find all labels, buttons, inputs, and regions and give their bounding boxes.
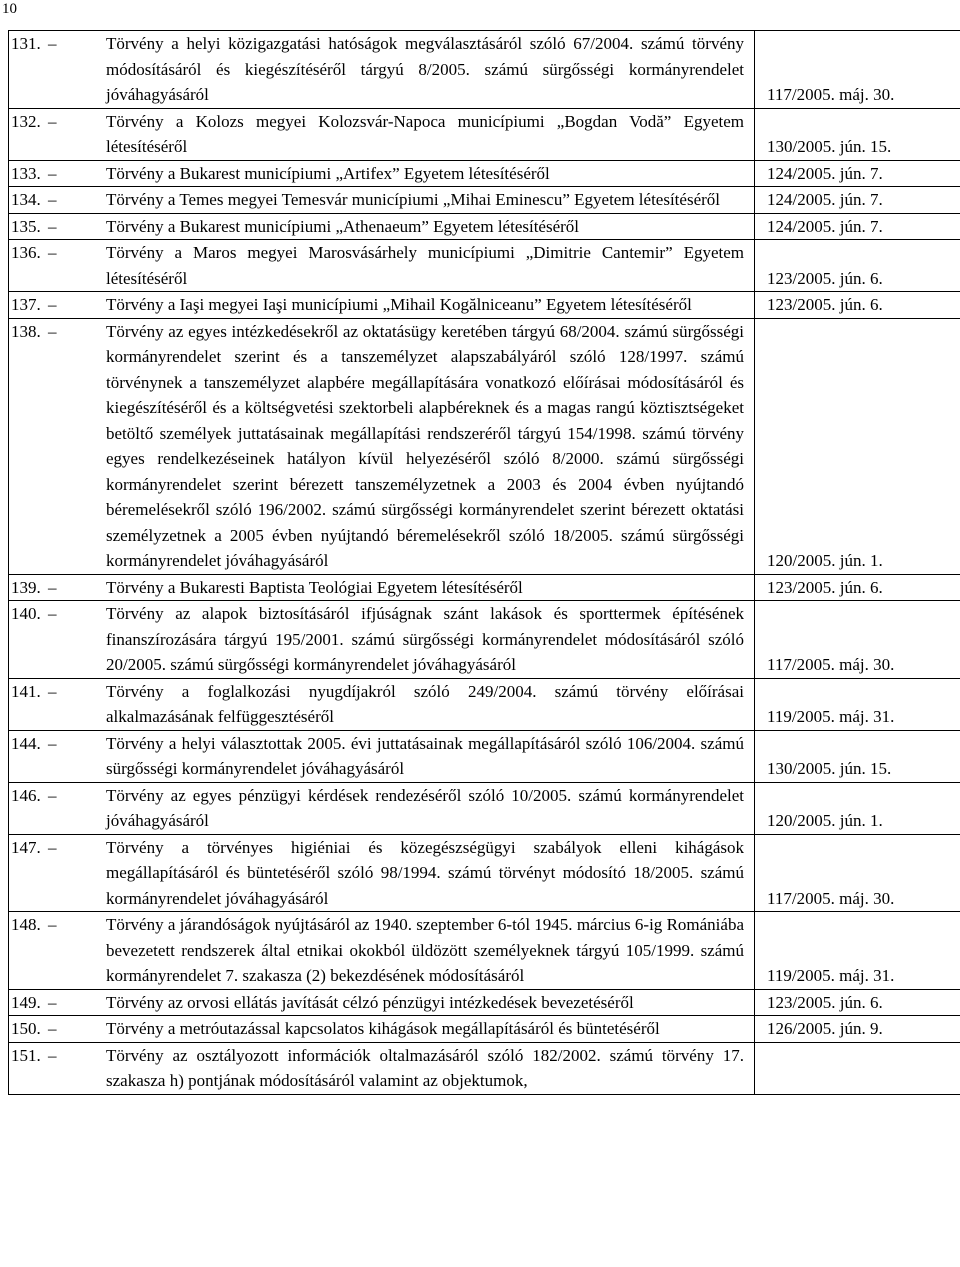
gazette-reference: 120/2005. jún. 1. <box>755 318 960 574</box>
gazette-reference: 117/2005. máj. 30. <box>755 31 960 109</box>
law-row <box>9 574 960 601</box>
dash-separator: – <box>48 321 57 341</box>
gazette-reference: 126/2005. jún. 9. <box>755 1016 960 1043</box>
gazette-reference: 123/2005. jún. 6. <box>755 574 960 601</box>
law-number: 135. <box>11 216 41 236</box>
dash-separator: – <box>48 604 57 623</box>
law-row <box>9 1042 960 1094</box>
dash-separator: – <box>48 681 57 701</box>
law-title-cell <box>9 989 755 1016</box>
dash-separator: – <box>48 1019 57 1038</box>
law-title-cell <box>9 912 755 990</box>
dash-separator: – <box>48 216 57 236</box>
law-title-cell <box>9 730 755 782</box>
law-entry <box>9 240 754 291</box>
law-title: Törvény az osztályozott információk oltalmazásáról szóló 182/2002. számú törvény 17. szakasza h) pontjának módosításáról valamint az objektumok, <box>106 1045 744 1090</box>
dash-separator: – <box>48 733 57 753</box>
law-title-cell <box>9 31 755 109</box>
law-number: 134. <box>11 190 41 209</box>
law-entry <box>9 912 754 989</box>
law-number: 140. <box>11 604 41 623</box>
law-row <box>9 601 960 679</box>
law-entry <box>9 1016 754 1042</box>
law-row <box>9 187 960 214</box>
law-row <box>9 318 960 574</box>
law-title: Törvény a Maros megyei Marosvásárhely municípiumi „Dimitrie Cantemir” Egyetem létesítéséről <box>106 243 744 288</box>
law-title: Törvény a Temes megyei Temesvár municípiumi „Mihai Eminescu” Egyetem létesítéséről <box>106 190 721 209</box>
law-row <box>9 292 960 319</box>
law-row <box>9 213 960 240</box>
law-title-cell <box>9 1016 755 1043</box>
law-number: 133. <box>11 163 41 183</box>
law-number: 144. <box>11 733 41 753</box>
gazette-reference: 123/2005. jún. 6. <box>755 989 960 1016</box>
law-row <box>9 782 960 834</box>
law-title-cell <box>9 782 755 834</box>
law-list-table <box>8 30 960 1095</box>
law-title-cell <box>9 1042 755 1094</box>
law-entry <box>9 319 754 574</box>
gazette-reference: 123/2005. jún. 6. <box>755 292 960 319</box>
law-title: Törvény a metróutazással kapcsolatos kihágások megállapításáról és büntetéséről <box>106 1019 660 1038</box>
gazette-reference: 124/2005. jún. 7. <box>755 213 960 240</box>
law-title-cell <box>9 834 755 912</box>
dash-separator: – <box>48 295 57 314</box>
dash-separator: – <box>48 163 57 183</box>
law-title: Törvény a helyi közigazgatási hatóságok megválasztásáról szóló 67/2004. számú törvény módosításáról és kiegészítéséről tárgyú 8/2005. számú sürgősségi kormányrendelet jóváhagyásáról <box>106 34 744 104</box>
dash-separator: – <box>48 992 57 1012</box>
law-number: 147. <box>11 837 41 857</box>
law-entry <box>9 292 754 318</box>
gazette-reference: 119/2005. máj. 31. <box>755 912 960 990</box>
gazette-reference: 120/2005. jún. 1. <box>755 782 960 834</box>
law-number: 148. <box>11 915 41 934</box>
law-title-cell <box>9 213 755 240</box>
dash-separator: – <box>48 915 57 934</box>
law-number: 136. <box>11 243 41 262</box>
gazette-reference: 130/2005. jún. 15. <box>755 108 960 160</box>
law-number: 146. <box>11 785 41 805</box>
law-row <box>9 1016 960 1043</box>
law-title-cell <box>9 678 755 730</box>
law-entry <box>9 601 754 678</box>
law-title: Törvény a Bukarest municípiumi „Artifex” Egyetem létesítéséről <box>106 163 550 183</box>
law-row <box>9 108 960 160</box>
law-title: Törvény a helyi választottak 2005. évi juttatásainak megállapításáról szóló 106/2004. számú sürgősségi kormányrendelet jóváhagyásáról <box>106 733 744 778</box>
law-title: Törvény a Bukarest municípiumi „Athenaeum” Egyetem létesítéséről <box>106 216 580 236</box>
law-title-cell <box>9 318 755 574</box>
law-title: Törvény a Kolozs megyei Kolozsvár-Napoca municípiumi „Bogdan Vodă” Egyetem létesítéséről <box>106 111 744 156</box>
law-title: Törvény a törvényes higiéniai és közegészségügyi szabályok elleni kihágások megállapításáról és büntetéséről szóló 98/1994. számú törvényt módosító 18/2005. számú kormányrendelet jóváhagyásáról <box>106 837 744 908</box>
gazette-reference: 117/2005. máj. 30. <box>755 601 960 679</box>
law-entry <box>9 214 754 240</box>
dash-separator: – <box>48 111 57 131</box>
law-entry <box>9 731 754 782</box>
law-number: 138. <box>11 321 41 341</box>
law-row <box>9 678 960 730</box>
law-entry <box>9 835 754 912</box>
gazette-reference: 119/2005. máj. 31. <box>755 678 960 730</box>
law-number: 137. <box>11 295 41 314</box>
law-title-cell <box>9 574 755 601</box>
law-title: Törvény az alapok biztosításáról ifjúságnak szánt lakások és sporttermek építésének finanszírozására tárgyú 195/2001. számú sürgősségi kormányrendelet módosításáról szóló 20/2005. számú sürgősségi kormányrendelet jóváhagyásáról <box>106 604 744 674</box>
gazette-reference <box>755 1042 960 1094</box>
dash-separator: – <box>48 785 57 805</box>
law-number: 139. <box>11 577 41 597</box>
law-title-cell <box>9 160 755 187</box>
law-entry <box>9 990 754 1016</box>
law-entry <box>9 109 754 160</box>
dash-separator: – <box>48 837 57 857</box>
law-entry <box>9 575 754 601</box>
law-row <box>9 912 960 990</box>
law-title-cell <box>9 601 755 679</box>
law-entry <box>9 783 754 834</box>
dash-separator: – <box>48 34 57 53</box>
law-row <box>9 31 960 109</box>
law-entry <box>9 161 754 187</box>
gazette-reference: 124/2005. jún. 7. <box>755 187 960 214</box>
law-title-cell <box>9 187 755 214</box>
page-number: 10 <box>2 1 17 17</box>
dash-separator: – <box>48 190 57 209</box>
law-row <box>9 240 960 292</box>
law-number: 151. <box>11 1045 41 1065</box>
law-title: Törvény az egyes intézkedésekről az oktatásügy keretében tárgyú 68/2004. számú sürgősségi kormányrendelet szerint és a tanszemélyzet alapszabályáról szóló 128/1997. számú törvénynek a tanszemélyzet alapbére megállapítására vonatkozó előírásai módosításáról és kiegészítéséről és a költségvetési szektorbeli alapbéreknek és a magas rangú köztisztségeket betöltő személyek juttatásainak megállapítási rendszeréről tárgyú 154/1998. számú törvény egyes rendelkezéseinek hatályon kívül helyezéséről szóló 8/2000. számú sürgősségi kormányrendelet szerint bérezett tanszemélyzetnek a 2003 és 2004 évben nyújtandó béremelésekről szóló 196/2002. számú sürgősségi kormányrendelet szerint bérezett oktatási személyzetnek a 2005 évben nyújtandó béremelésekről szóló 18/2005. számú sürgősségi kormányrendelet jóváhagyásáról <box>106 321 744 570</box>
law-entry <box>9 679 754 730</box>
law-number: 131. <box>11 34 41 53</box>
law-title-cell <box>9 240 755 292</box>
law-number: 141. <box>11 681 41 701</box>
law-title: Törvény az egyes pénzügyi kérdések rendezéséről szóló 10/2005. számú kormányrendelet jóváhagyásáról <box>106 785 744 830</box>
law-title: Törvény a Bukaresti Baptista Teológiai Egyetem létesítéséről <box>106 577 523 597</box>
law-row <box>9 160 960 187</box>
law-title: Törvény a járandóságok nyújtásáról az 1940. szeptember 6-tól 1945. március 6-ig Romániába bevezetett rendszerek által etnikai okokból üldözött személyeknek tárgyú 105/1999. számú kormányrendelet 7. szakasza (2) bekezdésének módosításáról <box>106 915 744 985</box>
dash-separator: – <box>48 1045 57 1065</box>
dash-separator: – <box>48 243 57 262</box>
law-number: 132. <box>11 111 41 131</box>
law-row <box>9 730 960 782</box>
law-title-cell <box>9 108 755 160</box>
law-entry <box>9 1043 754 1094</box>
law-title: Törvény a foglalkozási nyugdíjakról szóló 249/2004. számú törvény előírásai alkalmazásának felfüggesztéséről <box>106 681 744 726</box>
law-number: 149. <box>11 992 41 1012</box>
law-title: Törvény az orvosi ellátás javítását célzó pénzügyi intézkedések bevezetéséről <box>106 992 634 1012</box>
law-title-cell <box>9 292 755 319</box>
law-number: 150. <box>11 1019 41 1038</box>
law-entry <box>9 187 754 213</box>
gazette-reference: 130/2005. jún. 15. <box>755 730 960 782</box>
law-entry <box>9 31 754 108</box>
law-list-body <box>9 31 960 1095</box>
gazette-reference: 124/2005. jún. 7. <box>755 160 960 187</box>
gazette-reference: 123/2005. jún. 6. <box>755 240 960 292</box>
law-row <box>9 834 960 912</box>
law-row <box>9 989 960 1016</box>
gazette-reference: 117/2005. máj. 30. <box>755 834 960 912</box>
law-title: Törvény a Iaşi megyei Iaşi municípiumi „Mihail Kogălniceanu” Egyetem létesítéséről <box>106 295 692 314</box>
dash-separator: – <box>48 577 57 597</box>
